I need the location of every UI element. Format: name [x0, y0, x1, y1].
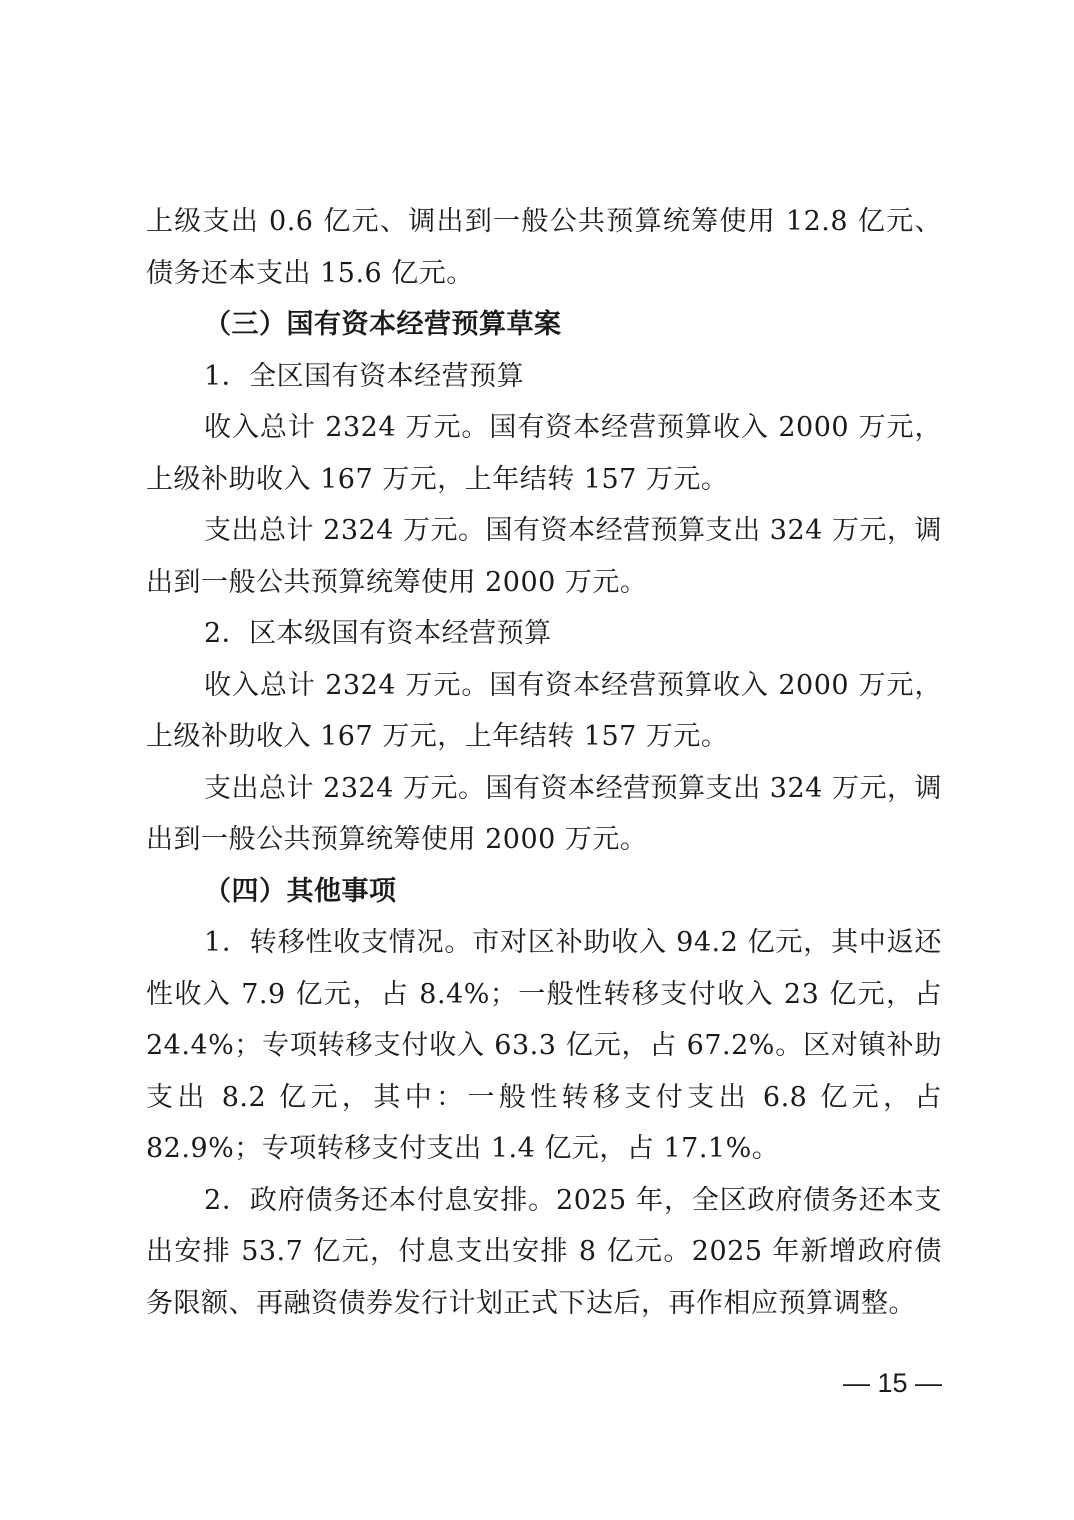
paragraph-district-level-revenue: 收入总计 2324 万元。国有资本经营预算收入 2000 万元，上级补助收入 167 万元，上年结转 157 万元。 — [146, 669, 942, 752]
paragraph-district-expenditure: 支出总计 2324 万元。国有资本经营预算支出 324 万元，调出到一般公共预算统筹使用 2000 万元。 — [146, 515, 942, 598]
document-body — [146, 196, 942, 1329]
subheading-district-state-capital-budget: 1．全区国有资本经营预算 — [204, 360, 525, 392]
paragraph-transfer-payments: 1．转移性收支情况。市对区补助收入 94.2 亿元，其中返还性收入 7.9 亿元，占 8.4%；一般性转移支付收入 23 亿元，占 24.4%；专项转移支付收入 63.3 亿元，占 67.2%。区对镇补助支出 8.2 亿元，其中：一般性转移支付支出 6.8 亿元，占 82.9%；专项转移支付支出 1.4 亿元，占 17.1%。 — [146, 927, 942, 1164]
section-heading-other-matters: （四）其他事项 — [204, 875, 397, 907]
paragraph-continuation: 上级支出 0.6 亿元、调出到一般公共预算统筹使用 12.8 亿元、债务还本支出 15.6 亿元。 — [146, 206, 942, 289]
paragraph-district-revenue: 收入总计 2324 万元。国有资本经营预算收入 2000 万元，上级补助收入 167 万元，上年结转 157 万元。 — [146, 412, 942, 495]
section-heading-state-capital-budget: （三）国有资本经营预算草案 — [204, 309, 562, 340]
page-number: — 15 — — [842, 1368, 942, 1398]
paragraph-district-level-expenditure: 支出总计 2324 万元。国有资本经营预算支出 324 万元，调出到一般公共预算统筹使用 2000 万元。 — [146, 772, 942, 855]
subheading-district-level-state-capital-budget: 2．区本级国有资本经营预算 — [204, 618, 552, 649]
paragraph-debt-repayment: 2．政府债务还本付息安排。2025 年，全区政府债务还本支出安排 53.7 亿元，付息支出安排 8 亿元。2025 年新增政府债务限额、再融资债券发行计划正式下达后，再作相应预算调整。 — [146, 1184, 942, 1319]
